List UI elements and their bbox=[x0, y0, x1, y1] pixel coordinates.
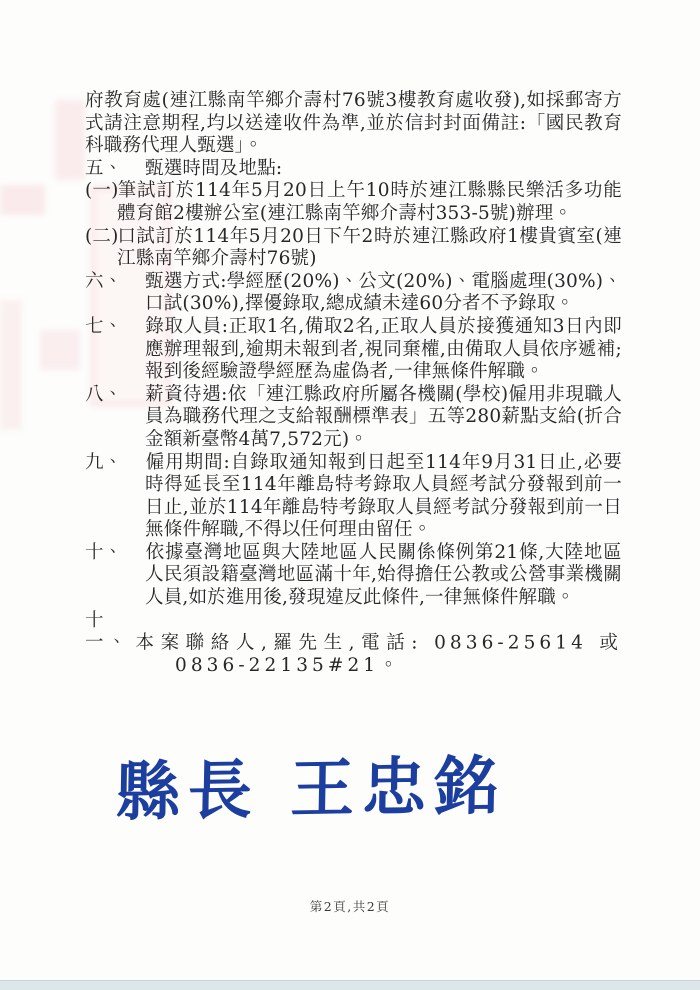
page-number-footer: 第2頁,共2頁 bbox=[309, 899, 391, 914]
item-text: 薪資待遇:依「連江縣政府所屬各機關(學校)僱用非現職人員為職務代理之支給報酬標準表」五等280薪點支給(折合金額新臺幣4萬7,572元)。 bbox=[145, 383, 622, 450]
list-subitem-5-2 bbox=[85, 226, 622, 271]
ink-bleedthrough-artifact bbox=[0, 185, 45, 215]
list-subitem-5-1 bbox=[85, 180, 622, 225]
item-number: 十、 bbox=[85, 541, 123, 563]
item-number: 十一、 bbox=[85, 609, 131, 654]
item-text: 甄選時間及地點: bbox=[145, 157, 283, 179]
ink-bleedthrough-artifact bbox=[40, 330, 80, 370]
item-number: 七、 bbox=[85, 315, 123, 337]
paragraph-continuation: 府教育處(連江縣南竿鄉介壽村76號3樓教育處收發),如採郵寄方式請注意期程,均以送達收件為準,並於信封封面備註:「國民教育科職務代理人甄選」。 bbox=[85, 90, 622, 157]
item-number: 八、 bbox=[85, 383, 123, 405]
subitem-number: (一) bbox=[85, 180, 119, 202]
item-text: 僱用期間:自錄取通知報到日起至114年9月31日止,必要時得延長至114年離島特考錄取人員經考試分發報到前一日止,並於114年離島特考錄取人員經考試分發報到前一日無條件解職,不得以任何理由留任。 bbox=[145, 451, 622, 541]
list-item-7 bbox=[85, 316, 622, 384]
list-item-10 bbox=[85, 542, 622, 610]
item-text: 本案聯絡人,羅先生,電話: 0836-25614 或 0836-22135#21。 bbox=[133, 632, 622, 676]
item-number: 九、 bbox=[85, 451, 123, 473]
document-body bbox=[85, 90, 622, 677]
subitem-text: 筆試訂於114年5月20日上午10時於連江縣縣民樂活多功能體育館2樓辦公室(連江縣南竿鄉介壽村353-5號)辦理。 bbox=[117, 180, 622, 224]
item-number: 六、 bbox=[85, 270, 123, 292]
item-text: 甄選方式:學經歷(20%)、公文(20%)、電腦處理(30%)、口試(30%),擇優錄取,總成績未達60分者不予錄取。 bbox=[145, 270, 622, 315]
magistrate-signature: 縣長 王忠銘 bbox=[115, 748, 507, 831]
ink-bleedthrough-artifact bbox=[55, 100, 85, 180]
list-item-5 bbox=[85, 158, 622, 181]
list-item-8 bbox=[85, 384, 622, 452]
subitem-number: (二) bbox=[85, 225, 119, 247]
list-item-6 bbox=[85, 271, 622, 316]
list-item-9 bbox=[85, 452, 622, 542]
item-number: 五、 bbox=[85, 157, 123, 179]
item-text: 依據臺灣地區與大陸地區人民關係條例第21條,大陸地區人民須設籍臺灣地區滿十年,始得擔任公教或公營事業機關人員,如於進用後,發現違反此條件,一律無條件解職。 bbox=[145, 541, 622, 609]
subitem-text: 口試訂於114年5月20日下午2時於連江縣政府1樓貴賓室(連江縣南竿鄉介壽村76號) bbox=[117, 225, 622, 270]
list-item-11 bbox=[85, 610, 622, 678]
ink-bleedthrough-artifact bbox=[0, 300, 22, 430]
item-text: 錄取人員:正取1名,備取2名,正取人員於接獲通知3日內即應辦理報到,逾期未報到者,視同棄權,由備取人員依序遞補;報到後經驗證學經歷為虛偽者,一律無條件解職。 bbox=[145, 315, 622, 383]
scan-edge-artifact bbox=[0, 980, 700, 990]
